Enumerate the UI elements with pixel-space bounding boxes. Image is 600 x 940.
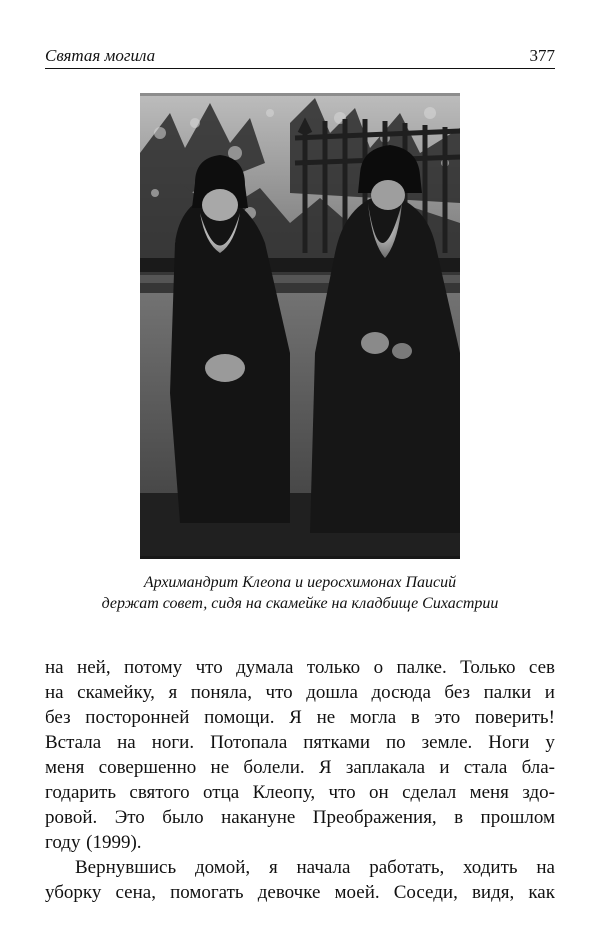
word: году (45, 832, 81, 853)
word: на (45, 657, 64, 678)
word: Только (460, 657, 516, 678)
word: на (117, 732, 136, 753)
word: прошлом (480, 807, 555, 828)
text-line (45, 705, 555, 730)
word: палке. (396, 657, 447, 678)
running-header (45, 44, 555, 69)
running-title: Святая могила (45, 46, 156, 65)
word: болели. (243, 757, 305, 778)
word: палки (483, 682, 532, 703)
caption-line: держат совет, сидя на скамейке на кладбище Сихастрии (101, 595, 499, 612)
caption-line: Архимандрит Клеопа и иеросхимонах Паисий (143, 574, 457, 591)
text-line (45, 780, 555, 805)
word: начала (296, 857, 351, 878)
word: посторонней (85, 707, 190, 728)
word: отца (203, 782, 240, 803)
word: о (373, 657, 384, 678)
word: я (268, 857, 278, 878)
word: сена, (115, 882, 156, 903)
photo-caption (45, 572, 555, 614)
word: Встала (45, 732, 102, 753)
word: потому (124, 657, 183, 678)
word: он (369, 782, 389, 803)
word: помогать (170, 882, 244, 903)
word: меня (469, 782, 509, 803)
word: уборку (45, 882, 102, 903)
word: без (444, 682, 471, 703)
word: моей. (334, 882, 380, 903)
word: Клеопу, (252, 782, 316, 803)
word: было (162, 807, 204, 828)
word: досюда (371, 682, 431, 703)
word: я (168, 682, 178, 703)
word: годарить (45, 782, 117, 803)
word: сделал (402, 782, 457, 803)
word: Вернувшись (75, 857, 177, 878)
word: помощи. (204, 707, 275, 728)
word: домой, (194, 857, 251, 878)
word: поняла, (190, 682, 252, 703)
word: (1999). (86, 832, 142, 853)
word: накануне (221, 807, 296, 828)
word: заплакала (345, 757, 426, 778)
word: меня (45, 757, 85, 778)
word: стала (463, 757, 508, 778)
word: Я (289, 707, 302, 728)
word: на (45, 682, 64, 703)
word: Потопала (210, 732, 288, 753)
word: и (544, 682, 555, 703)
body-text (45, 655, 555, 905)
word: и (439, 757, 450, 778)
text-line (45, 880, 555, 905)
word: здо- (522, 782, 555, 803)
text-line (45, 755, 555, 780)
text-line (45, 830, 555, 855)
word: бла- (521, 757, 555, 778)
text-line (45, 730, 555, 755)
word: ходить (463, 857, 518, 878)
word: что (195, 657, 223, 678)
word: у (545, 732, 555, 753)
word: девочке (257, 882, 321, 903)
word: могла (349, 707, 397, 728)
word: без (45, 707, 71, 728)
word: только (306, 657, 361, 678)
word: ноги. (151, 732, 195, 753)
text-line (45, 655, 555, 680)
word: видя, (471, 882, 515, 903)
page-number: 377 (529, 46, 555, 65)
word: работать, (369, 857, 445, 878)
word: Преображения, (312, 807, 437, 828)
word: земле. (421, 732, 473, 753)
word: дошла (306, 682, 358, 703)
text-line (45, 855, 555, 880)
word: в (410, 707, 420, 728)
word: не (210, 757, 230, 778)
word: Это (114, 807, 145, 828)
word: совершенно (98, 757, 197, 778)
photograph-two-monks-on-bench (140, 93, 460, 559)
word: Ноги (488, 732, 530, 753)
text-line (45, 680, 555, 705)
word: ровой. (45, 807, 98, 828)
word: Соседи, (393, 882, 458, 903)
word: что (328, 782, 356, 803)
word: святого (129, 782, 190, 803)
word: думала (236, 657, 294, 678)
word: в (454, 807, 464, 828)
word: как (528, 882, 555, 903)
word: не (316, 707, 336, 728)
word: пятками (303, 732, 371, 753)
word: сев (528, 657, 555, 678)
word: поверить! (474, 707, 555, 728)
word: на (536, 857, 555, 878)
text-line (45, 805, 555, 830)
word: по (386, 732, 406, 753)
word: что (265, 682, 293, 703)
word: скамейку, (77, 682, 155, 703)
word: ней, (77, 657, 111, 678)
word: Я (318, 757, 332, 778)
word: это (434, 707, 461, 728)
